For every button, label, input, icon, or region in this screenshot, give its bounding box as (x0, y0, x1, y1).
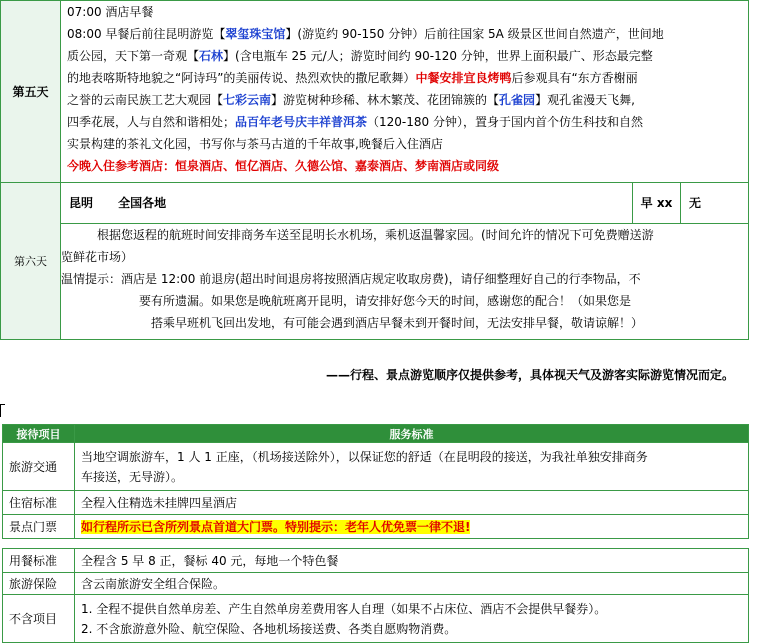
meal-highlight: 中餐安排宜良烤鸭 (415, 71, 512, 85)
service-item: 旅游保险 (3, 573, 75, 595)
attraction-name: 七彩云南 (223, 93, 272, 107)
attraction-name: 翠玺珠宝馆 (225, 27, 286, 41)
service-table (2, 548, 749, 643)
day-label: 第五天 (1, 1, 61, 183)
schedule-line: 质公园，天下第一奇观【石林】(含电瓶车 25 元/人；游览时间约 90-120 分钟，世界上面积最广、形态最完整 (67, 49, 653, 63)
schedule-line: 四季花展，人与自然和谐相处；品百年老号庆丰祥普洱茶（120-180 分钟），置身于国内首个仿生科技和自然 (67, 115, 643, 129)
service-item: 不含项目 (3, 595, 75, 643)
service-text (75, 515, 749, 539)
attraction-name: 孔雀园 (499, 93, 536, 107)
service-text: 全程入住精选未挂牌四星酒店 (75, 491, 749, 515)
route: 昆明 全国各地 (61, 183, 633, 224)
attraction-name: 品百年老号庆丰祥普洱茶 (235, 115, 368, 129)
schedule-line: 的地表喀斯特地貌之“阿诗玛”的美丽传说、热烈欢快的撒尼歌舞）中餐安排宜良烤鸭后参观具有“东方香榭丽 (67, 71, 638, 85)
service-item: 用餐标准 (3, 549, 75, 573)
meal-cell: 无 (681, 183, 749, 224)
schedule-line: 览鲜花市场） (61, 250, 134, 264)
itinerary-note: ——行程、景点游览顺序仅提供参考，具体视天气及游客实际游览情况而定。 (326, 368, 735, 382)
schedule-line: 07:00 酒店早餐 (67, 5, 154, 19)
breakfast-cell: 早 xx (633, 183, 681, 224)
service-text: 1. 全程不提供自然单房差、产生自然单房差费用客人自理（如果不占床位、酒店不会提供早餐券）。 2. 不含旅游意外险、航空保险、各地机场接送费、各类自愿购物消费。 (75, 595, 749, 643)
ticket-highlight: 如行程所示已含所列景点首道大门票。特别提示：老年人优免票一律不退! (81, 520, 471, 534)
service-text: 含云南旅游安全组合保险。 (75, 573, 749, 595)
day-content (61, 224, 749, 340)
service-text: 全程含 5 早 8 正，餐标 40 元，每地一个特色餐 (75, 549, 749, 573)
corner-marker (0, 404, 5, 417)
schedule-line: 之誉的云南民族工艺大观园【七彩云南】游览树种珍稀、林木繁茂、花团锦簇的【孔雀园】观孔雀漫天飞舞, (67, 93, 635, 107)
service-table (2, 424, 749, 539)
schedule-line: 实景构建的茶礼文化园，书写你与茶马古道的千年故事,晚餐后入住酒店 (67, 137, 443, 151)
tip-line: 温情提示：酒店是 12:00 前退房(超出时间退房将按照酒店规定收取房费)，请仔细整理好自己的行李物品，不 (61, 272, 641, 286)
service-text: 当地空调旅游车，1 人 1 正座，（机场接送除外），以保证您的舒适（在昆明段的接送，为我社单独安排商务 车接送，无导游）。 (75, 443, 749, 491)
schedule-line: 08:00 早餐后前往昆明游览【翠玺珠宝馆】(游览约 90-150 分钟）后前往国家 5A 级景区世间自然遗产，世间地 (67, 27, 664, 41)
service-item: 景点门票 (3, 515, 75, 539)
day-label: 第六天 (1, 183, 61, 340)
day-content (61, 1, 749, 183)
tip-line: 要有所遗漏。如果您是晚航班离开昆明，请安排好您今天的时间，感谢您的配合！（如果您是 (139, 294, 632, 308)
column-header: 服务标准 (75, 425, 749, 443)
column-header: 接待项目 (3, 425, 75, 443)
service-item: 住宿标准 (3, 491, 75, 515)
attraction-name: 石林 (199, 49, 224, 63)
hotel-reference: 今晚入住参考酒店：恒泉酒店、恒亿酒店、久德公馆、嘉泰酒店、梦南酒店或同级 (67, 159, 500, 173)
service-item: 旅游交通 (3, 443, 75, 491)
schedule-line: 根据您返程的航班时间安排商务车送至昆明长水机场，乘机返温馨家园。(时间允许的情况下可免费赠送游 (97, 228, 654, 242)
tip-line: 搭乘早班机飞回出发地，有可能会遇到酒店早餐未到开餐时间，无法安排早餐，敬请谅解！） (151, 316, 644, 330)
